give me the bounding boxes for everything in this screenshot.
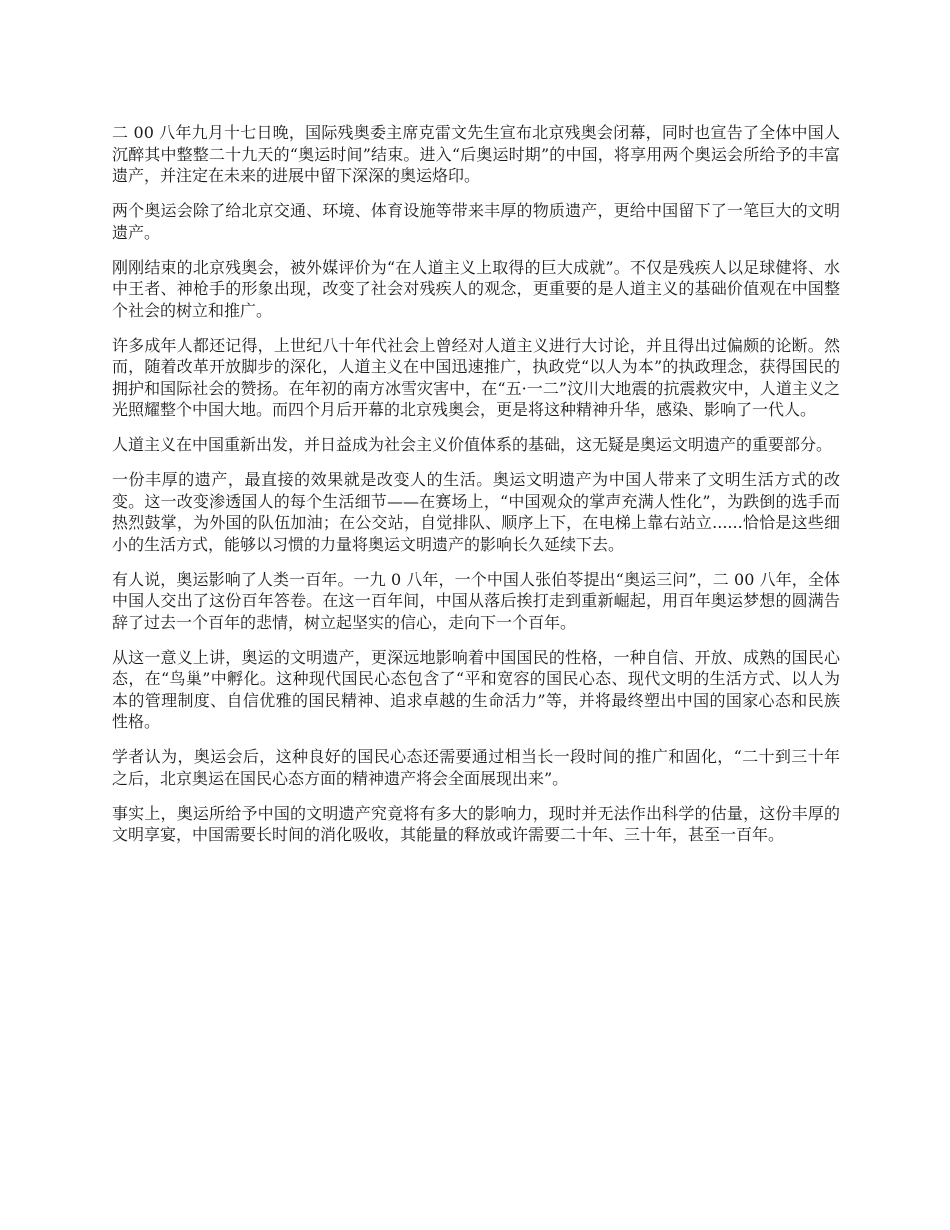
- document-body: [112, 122, 840, 859]
- paragraph-4: 许多成年人都还记得，上世纪八十年代社会上曾经对人道主义进行大讨论，并且得出过偏颇的论断。然而，随着改革开放脚步的深化，人道主义在中国迅速推广，执政党“以人为本”的执政理念，获得国民的拥护和国际社会的赞扬。在年初的南方冰雪灾害中，在“五·一二”汶川大地震的抗震救灾中，人道主义之光照耀整个中国大地。而四个月后开幕的北京残奥会，更是将这种精神升华，感染、影响了一代人。: [112, 335, 840, 419]
- paragraph-10: 事实上，奥运所给予中国的文明遗产究竟将有多大的影响力，现时并无法作出科学的估量，这份丰厚的文明享宴，中国需要长时间的消化吸收，其能量的释放或许需要二十年、三十年，甚至一百年。: [112, 803, 840, 844]
- paragraph-2: 两个奥运会除了给北京交通、环境、体育设施等带来丰厚的物质遗产，更给中国留下了一笔巨大的文明遗产。: [112, 201, 840, 242]
- paragraph-6: 一份丰厚的遗产，最直接的效果就是改变人的生活。奥运文明遗产为中国人带来了文明生活方式的改变。这一改变渗透国人的每个生活细节——在赛场上，“中国观众的掌声充满人性化”，为跌倒的选手而热烈鼓掌，为外国的队伍加油；在公交站，自觉排队、顺序上下，在电梯上靠右站立......恰恰是这些细小的生活方式，能够以习惯的力量将奥运文明遗产的影响长久延续下去。: [112, 470, 840, 554]
- paragraph-3: 刚刚结束的北京残奥会，被外媒评价为“在人道主义上取得的巨大成就”。不仅是残疾人以足球健将、水中王者、神枪手的形象出现，改变了社会对残疾人的观念，更重要的是人道主义的基础价值观在中国整个社会的树立和推广。: [112, 257, 840, 320]
- paragraph-1: 二 00 八年九月十七日晚，国际残奥委主席克雷文先生宣布北京残奥会闭幕，同时也宣告了全体中国人沉醉其中整整二十九天的“奥运时间”结束。进入“后奥运时期”的中国，将享用两个奥运会所给予的丰富遗产，并注定在未来的进展中留下深深的奥运烙印。: [112, 123, 840, 185]
- paragraph-5: 人道主义在中国重新出发，并日益成为社会主义价值体系的基础，这无疑是奥运文明遗产的重要部分。: [112, 435, 833, 454]
- paragraph-7: 有人说，奥运影响了人类一百年。一九 0 八年，一个中国人张伯苓提出“奥运三问”，二 00 八年，全体中国人交出了这份百年答卷。在这一百年间，中国从落后挨打走到重新崛起，用百年奥运梦想的圆满告辞了过去一个百年的悲情，树立起坚实的信心，走向下一个百年。: [112, 569, 840, 632]
- paragraph-8: 从这一意义上讲，奥运的文明遗产，更深远地影响着中国国民的性格，一种自信、开放、成熟的国民心态，在“鸟巢”中孵化。这种现代国民心态包含了“平和宽容的国民心态、现代文明的生活方式、以人为本的管理制度、自信优雅的国民精神、追求卓越的生命活力”等，并将最终塑出中国的国家心态和民族性格。: [112, 647, 840, 731]
- paragraph-9: 学者认为，奥运会后，这种良好的国民心态还需要通过相当长一段时间的推广和固化，“二十到三十年之后，北京奥运在国民心态方面的精神遗产将会全面展现出来”。: [112, 747, 840, 788]
